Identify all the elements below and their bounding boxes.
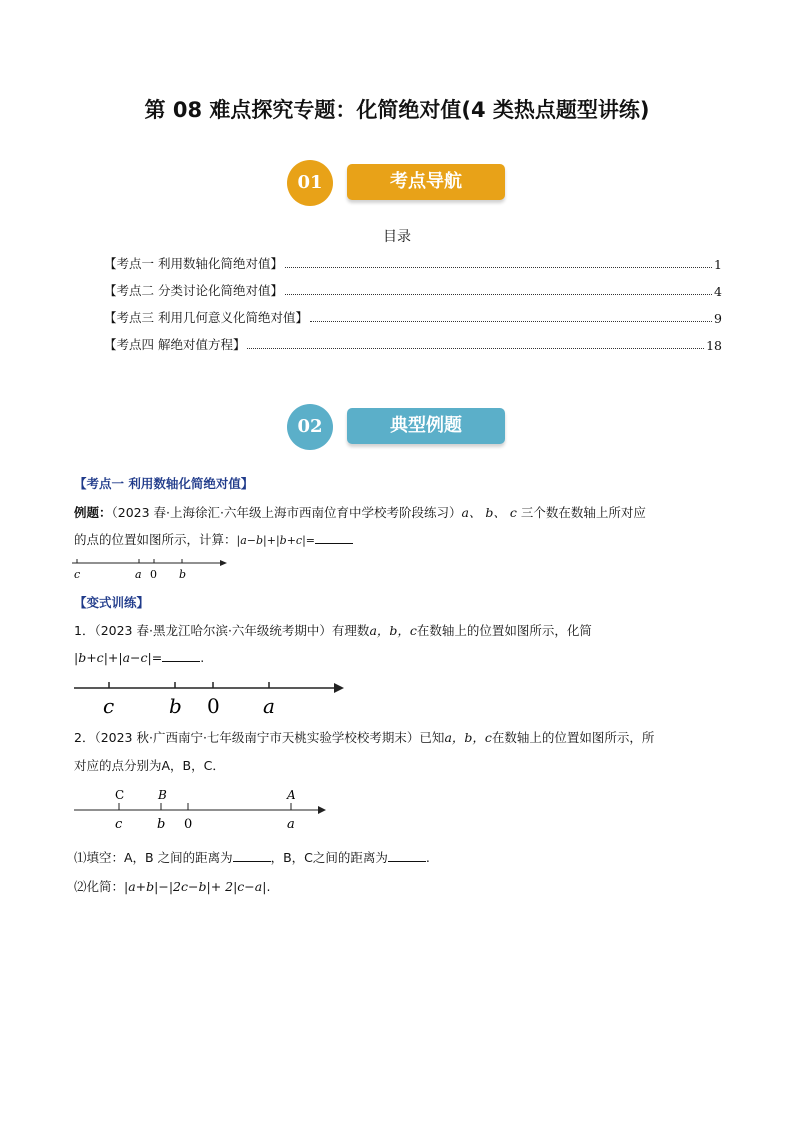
point-label-zero: 0 bbox=[207, 694, 220, 718]
axis-arrow-icon bbox=[334, 683, 344, 693]
point-label-c: c bbox=[115, 817, 123, 832]
example-line-2 bbox=[74, 530, 353, 548]
toc-leader bbox=[285, 267, 712, 268]
example-label: 例题： bbox=[74, 505, 112, 520]
toc-leader bbox=[247, 348, 704, 349]
example-line-1 bbox=[74, 503, 646, 521]
section-badge-01 bbox=[287, 160, 507, 206]
toc-item-page: 18 bbox=[706, 338, 722, 353]
answer-blank[interactable] bbox=[162, 650, 200, 662]
q1-number-line bbox=[74, 678, 346, 720]
example-number-line bbox=[72, 555, 227, 585]
q2-part-1 bbox=[74, 848, 430, 866]
q2-part1-text-c: . bbox=[425, 850, 430, 865]
q2-part-2 bbox=[74, 877, 270, 895]
q2-text: 在数轴上的位置如图所示，所 bbox=[491, 730, 655, 745]
point-label-a: a bbox=[263, 694, 275, 718]
badge-number: 02 bbox=[287, 404, 333, 450]
q2-line-2: 对应的点分别为A，B，C． bbox=[74, 758, 225, 773]
toc-item[interactable] bbox=[104, 281, 722, 299]
q1-text: 在数轴上的位置如图所示，化简 bbox=[416, 623, 592, 638]
q1-tail: . bbox=[200, 650, 205, 665]
point-label-zero: 0 bbox=[184, 817, 193, 832]
q1-vars: a，b，c bbox=[369, 623, 417, 638]
badge-arc-icon bbox=[283, 400, 337, 454]
toc-item[interactable] bbox=[104, 335, 722, 353]
q2-line-1 bbox=[74, 728, 654, 746]
q2-part2-text: ⑵化简： bbox=[74, 879, 125, 894]
point-label-a: a bbox=[135, 568, 142, 581]
q2-part2-tail: . bbox=[266, 879, 271, 894]
toc-item[interactable] bbox=[104, 308, 722, 326]
q2-part1-text-a: ⑴填空：A，B 之间的距离为 bbox=[74, 850, 233, 865]
toc-item-page: 4 bbox=[714, 284, 722, 299]
example-text-2: 的点的位置如图所示，计算： bbox=[74, 532, 237, 547]
q2-part1-text-b: ，B，C之间的距离为 bbox=[270, 850, 388, 865]
toc-item-label: 【考点二 分类讨论化简绝对值】 bbox=[104, 283, 283, 298]
q1-line-1 bbox=[74, 621, 592, 639]
toc-item-page: 1 bbox=[714, 257, 722, 272]
point-upper-B: B bbox=[158, 788, 167, 802]
badge-number: 01 bbox=[287, 160, 333, 206]
q2-source: 2．（2023 秋·广西南宁·七年级南宁市天桃实验学校校考期末）已知 bbox=[74, 730, 445, 745]
toc-leader bbox=[285, 294, 712, 295]
q1-source: 1．（2023 春·黑龙江哈尔滨·六年级统考期中）有理数 bbox=[74, 623, 370, 638]
point-label-c: c bbox=[103, 694, 115, 718]
page-title: 第 08 难点探究专题：化简绝对值(4 类热点题型讲练) bbox=[144, 98, 650, 122]
point-label-a: a bbox=[287, 817, 295, 832]
point-label-b: b bbox=[169, 694, 182, 718]
q2-number-line bbox=[74, 786, 329, 834]
axis-arrow-icon bbox=[220, 560, 227, 566]
example-source: （2023 春·上海徐汇·六年级上海市西南位育中学校考阶段练习） bbox=[111, 505, 462, 520]
example-text: 三个数在数轴上所对应 bbox=[516, 505, 646, 520]
badge-label: 典型例题 bbox=[347, 408, 505, 444]
toc-item-page: 9 bbox=[714, 311, 722, 326]
q2-vars: a，b，c bbox=[444, 730, 492, 745]
point-upper-C: C bbox=[115, 788, 125, 802]
section-heading: 【考点一 利用数轴化简绝对值】 bbox=[74, 476, 254, 491]
section-badge-02 bbox=[287, 404, 507, 450]
toc-item-label: 【考点一 利用数轴化简绝对值】 bbox=[104, 256, 283, 271]
point-label-c: c bbox=[74, 568, 81, 581]
point-label-b: b bbox=[157, 817, 166, 832]
variant-heading: 【变式训练】 bbox=[74, 595, 150, 610]
example-expression: |a−b|+|b+c|= bbox=[236, 534, 316, 547]
example-vars: a、 b、 c bbox=[461, 505, 517, 520]
answer-blank[interactable] bbox=[388, 850, 426, 862]
badge-label: 考点导航 bbox=[347, 164, 505, 200]
answer-blank[interactable] bbox=[233, 850, 271, 862]
point-upper-A: A bbox=[287, 788, 296, 802]
answer-blank[interactable] bbox=[315, 532, 353, 544]
q2-part2-expression: |a+b|−|2c−b|+ 2|c−a| bbox=[124, 879, 267, 894]
toc-heading: 目录 bbox=[383, 229, 411, 245]
point-label-zero: 0 bbox=[150, 568, 157, 581]
q1-expression: |b+c|+|a−c|= bbox=[74, 650, 163, 665]
badge-arc-icon bbox=[283, 156, 337, 210]
toc-leader bbox=[310, 321, 712, 322]
toc-item-label: 【考点四 解绝对值方程】 bbox=[104, 337, 246, 352]
q1-line-2 bbox=[74, 650, 204, 665]
point-label-b: b bbox=[179, 568, 187, 581]
toc-item-label: 【考点三 利用几何意义化简绝对值】 bbox=[104, 310, 308, 325]
toc-item[interactable] bbox=[104, 254, 722, 272]
axis-arrow-icon bbox=[318, 806, 326, 814]
